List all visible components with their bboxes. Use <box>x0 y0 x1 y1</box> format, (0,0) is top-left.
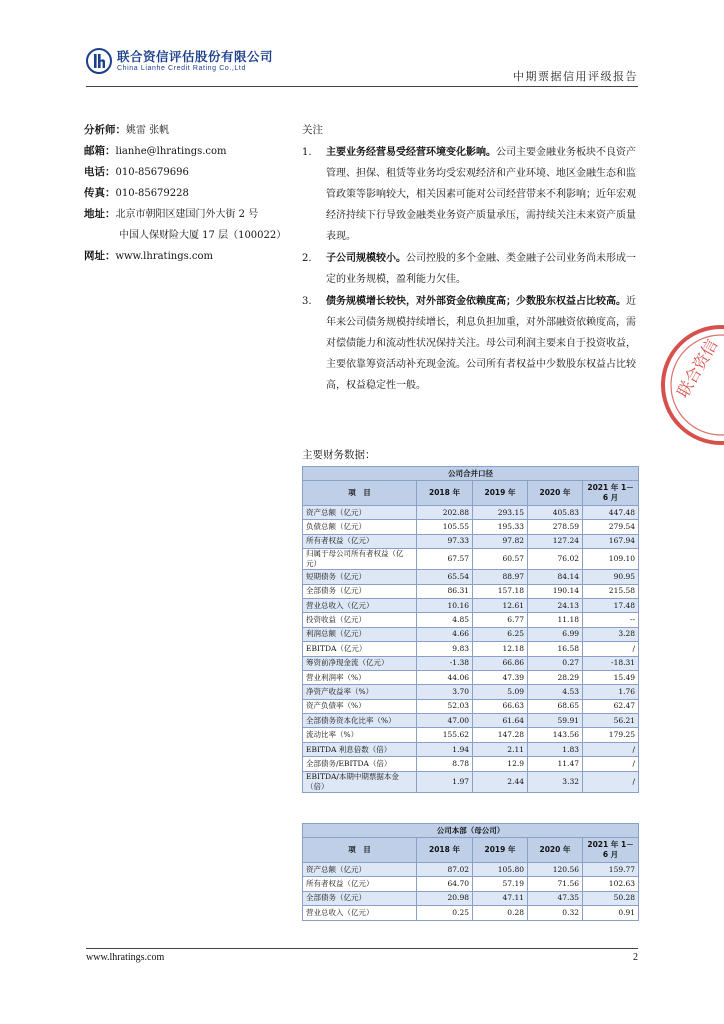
value-cell: 159.77 <box>583 863 639 877</box>
column-header: 项 目 <box>303 481 417 506</box>
value-cell: 56.21 <box>583 714 639 728</box>
table-row <box>303 685 639 699</box>
value-cell: -18.31 <box>583 656 639 670</box>
value-cell: 12.9 <box>473 757 528 771</box>
value-cell: 12.18 <box>473 642 528 656</box>
table-row <box>303 699 639 713</box>
row-label-cell: EBITDA/本期中期票据本金（倍） <box>303 771 417 792</box>
website-line <box>84 246 294 267</box>
concern-item <box>302 248 638 290</box>
page-footer <box>86 948 638 963</box>
concern-body: 公司控股的多个金融、类金融子公司业务尚未形成一定的业务规模，盈利能力欠佳。 <box>326 253 636 285</box>
column-header: 2021 年 1－6 月 <box>583 838 639 863</box>
row-label-cell: 所有者权益（亿元） <box>303 534 417 548</box>
value-cell: 50.28 <box>583 891 639 905</box>
footer-website[interactable]: www.lhratings.com <box>86 952 165 963</box>
value-cell: 65.54 <box>417 570 473 584</box>
value-cell: 28.29 <box>528 670 583 684</box>
value-cell: 155.62 <box>417 728 473 742</box>
value-cell: 88.97 <box>473 570 528 584</box>
value-cell: 15.49 <box>583 670 639 684</box>
column-header: 2020 年 <box>528 838 583 863</box>
row-label-cell: 投资收益（亿元） <box>303 613 417 627</box>
value-cell: 47.11 <box>473 891 528 905</box>
column-header: 2019 年 <box>473 481 528 506</box>
value-cell: 6.25 <box>473 627 528 641</box>
concern-headline: 子公司规模较小。 <box>326 253 406 264</box>
value-cell: 62.47 <box>583 699 639 713</box>
lianhe-logo-icon <box>86 48 112 74</box>
value-cell: 190.14 <box>528 584 583 598</box>
concern-number: 1. <box>302 147 312 158</box>
value-cell: 11.18 <box>528 613 583 627</box>
phone-value: 010-85679696 <box>115 167 189 178</box>
value-cell: 6.99 <box>528 627 583 641</box>
row-label-cell: 利润总额（亿元） <box>303 627 417 641</box>
value-cell: 0.28 <box>473 906 528 920</box>
address-label: 地址： <box>84 208 116 220</box>
value-cell: 202.88 <box>417 506 473 520</box>
value-cell: 20.98 <box>417 891 473 905</box>
value-cell: 293.15 <box>473 506 528 520</box>
table-row <box>303 891 639 905</box>
value-cell: 97.82 <box>473 534 528 548</box>
concern-headline: 主要业务经营易受经营环境变化影响。 <box>326 147 496 158</box>
value-cell: 97.33 <box>417 534 473 548</box>
value-cell: 10.16 <box>417 598 473 612</box>
row-label-cell: 资产总额（亿元） <box>303 863 417 877</box>
value-cell: 109.10 <box>583 549 639 570</box>
value-cell: 16.58 <box>528 642 583 656</box>
value-cell: 76.02 <box>528 549 583 570</box>
value-cell: 66.86 <box>473 656 528 670</box>
value-cell: 1.94 <box>417 742 473 756</box>
row-label-cell: 资产总额（亿元） <box>303 506 417 520</box>
email-value[interactable]: lianhe@lhratings.com <box>115 146 227 157</box>
value-cell: 102.63 <box>583 877 639 891</box>
financials-title: 主要财务数据： <box>302 449 376 461</box>
value-cell: 6.77 <box>473 613 528 627</box>
value-cell: 11.47 <box>528 757 583 771</box>
value-cell: 279.54 <box>583 520 639 534</box>
company-seal-icon <box>656 320 724 450</box>
value-cell: 68.65 <box>528 699 583 713</box>
table-row <box>303 570 639 584</box>
table-row <box>303 627 639 641</box>
value-cell: 24.13 <box>528 598 583 612</box>
value-cell: 47.35 <box>528 891 583 905</box>
website-label: 网址： <box>84 250 116 262</box>
contact-info <box>84 120 294 267</box>
row-label-cell: 全部债务（亿元） <box>303 584 417 598</box>
value-cell: 179.25 <box>583 728 639 742</box>
value-cell: 1.76 <box>583 685 639 699</box>
table-caption: 公司本部（母公司） <box>303 824 639 838</box>
value-cell: 2.11 <box>473 742 528 756</box>
row-label-cell: 筹资前净现金流（亿元） <box>303 656 417 670</box>
row-label-cell: EBITDA 利息倍数（倍） <box>303 742 417 756</box>
column-header: 2018 年 <box>417 838 473 863</box>
svg-text:联合资信: 联合资信 <box>673 335 722 401</box>
row-label-cell: 营业总收入（亿元） <box>303 906 417 920</box>
value-cell: 47.00 <box>417 714 473 728</box>
company-name-cn: 联合资信评估股份有限公司 <box>117 48 274 64</box>
concern-number: 2. <box>302 253 312 264</box>
table-row <box>303 584 639 598</box>
value-cell: 86.31 <box>417 584 473 598</box>
value-cell: 60.57 <box>473 549 528 570</box>
value-cell: / <box>583 642 639 656</box>
address-value-line2: 中国人保财险大厦 17 层（100022） <box>119 230 287 241</box>
table-caption: 公司合并口径 <box>303 467 639 481</box>
value-cell: 105.55 <box>417 520 473 534</box>
table-row <box>303 656 639 670</box>
consolidated-financials-table <box>302 466 639 793</box>
value-cell: 2.44 <box>473 771 528 792</box>
phone-line <box>84 162 294 183</box>
value-cell: 9.83 <box>417 642 473 656</box>
concern-headline: 债务规模增长较快，对外部资金依赖度高；少数股东权益占比较高。 <box>326 296 626 307</box>
value-cell: 17.48 <box>583 598 639 612</box>
value-cell: 105.80 <box>473 863 528 877</box>
value-cell: / <box>583 757 639 771</box>
concern-item <box>302 291 638 396</box>
value-cell: 127.24 <box>528 534 583 548</box>
value-cell: 3.28 <box>583 627 639 641</box>
value-cell: / <box>583 771 639 792</box>
value-cell: 0.32 <box>528 906 583 920</box>
table-row <box>303 534 639 548</box>
value-cell: 147.28 <box>473 728 528 742</box>
value-cell: 447.48 <box>583 506 639 520</box>
report-title: 中期票据信用评级报告 <box>513 70 638 83</box>
column-header: 2021 年 1－6 月 <box>583 481 639 506</box>
value-cell: 8.78 <box>417 757 473 771</box>
value-cell: 84.14 <box>528 570 583 584</box>
concern-body: 公司主要金融业务板块不良资产管理、担保、租赁等业务均受宏观经济和产业环境、地区金融生态和监管政策等影响较大，相关因素可能对公司经营带来不利影响；近年宏观经济持续下行导致金融类业务资产质量承压，需持续关注未来资产质量表现。 <box>326 147 636 242</box>
fax-label: 传真： <box>84 187 116 199</box>
value-cell: 405.83 <box>528 506 583 520</box>
value-cell: 66.63 <box>473 699 528 713</box>
table-row <box>303 863 639 877</box>
table-row <box>303 520 639 534</box>
value-cell: 5.09 <box>473 685 528 699</box>
row-label-cell: 全部债务资本化比率（%） <box>303 714 417 728</box>
row-label-cell: 负债总额（亿元） <box>303 520 417 534</box>
value-cell: 195.33 <box>473 520 528 534</box>
value-cell: 47.39 <box>473 670 528 684</box>
table-row <box>303 598 639 612</box>
row-label-cell: 流动比率（%） <box>303 728 417 742</box>
value-cell: 44.06 <box>417 670 473 684</box>
concern-text <box>326 291 638 396</box>
column-header: 项 目 <box>303 838 417 863</box>
row-label-cell: EBITDA（亿元） <box>303 642 417 656</box>
value-cell: 61.64 <box>473 714 528 728</box>
page-header <box>86 46 638 87</box>
concern-item <box>302 142 638 247</box>
table-row <box>303 642 639 656</box>
value-cell: 67.57 <box>417 549 473 570</box>
value-cell: 4.66 <box>417 627 473 641</box>
table-row <box>303 742 639 756</box>
value-cell: 12.61 <box>473 598 528 612</box>
table-row <box>303 506 639 520</box>
table-row <box>303 771 639 792</box>
email-line <box>84 141 294 162</box>
parent-company-financials-table <box>302 823 639 921</box>
row-label-cell: 所有者权益（亿元） <box>303 877 417 891</box>
concern-text <box>326 142 638 247</box>
value-cell: 87.02 <box>417 863 473 877</box>
value-cell: 0.91 <box>583 906 639 920</box>
table-row <box>303 714 639 728</box>
email-label: 邮箱： <box>84 145 116 157</box>
value-cell: 278.59 <box>528 520 583 534</box>
value-cell: 3.70 <box>417 685 473 699</box>
value-cell: 4.53 <box>528 685 583 699</box>
value-cell: 167.94 <box>583 534 639 548</box>
value-cell: 215.58 <box>583 584 639 598</box>
concern-body: 近年来公司债务规模持续增长，利息负担加重，对外部融资依赖度高，需对偿债能力和流动性状况保持关注。母公司利润主要来自于投资收益，主要依靠筹资活动补充现金流。公司所有者权益中少数股东权益占比较高，权益稳定性一般。 <box>326 296 636 391</box>
row-label-cell: 净资产收益率（%） <box>303 685 417 699</box>
value-cell: -- <box>583 613 639 627</box>
value-cell: 57.19 <box>473 877 528 891</box>
value-cell: 1.97 <box>417 771 473 792</box>
row-label-cell: 全部债务（亿元） <box>303 891 417 905</box>
value-cell: 143.56 <box>528 728 583 742</box>
address-line <box>84 204 294 225</box>
column-header: 2019 年 <box>473 838 528 863</box>
concern-number: 3. <box>302 296 312 307</box>
value-cell: 120.56 <box>528 863 583 877</box>
phone-label: 电话： <box>84 166 116 178</box>
table-row <box>303 670 639 684</box>
table-row <box>303 613 639 627</box>
website-value[interactable]: www.lhratings.com <box>115 251 214 262</box>
row-label-cell: 营业利润率（%） <box>303 670 417 684</box>
row-label-cell: 营业总收入（亿元） <box>303 598 417 612</box>
value-cell: 59.91 <box>528 714 583 728</box>
fax-line <box>84 183 294 204</box>
table-row <box>303 549 639 570</box>
value-cell: 0.25 <box>417 906 473 920</box>
value-cell: / <box>583 742 639 756</box>
value-cell: 90.95 <box>583 570 639 584</box>
company-name-en: China Lianhe Credit Rating Co.,Ltd <box>117 64 246 72</box>
row-label-cell: 短期债务（亿元） <box>303 570 417 584</box>
column-header: 2018 年 <box>417 481 473 506</box>
value-cell: 64.70 <box>417 877 473 891</box>
table-row <box>303 877 639 891</box>
value-cell: 4.85 <box>417 613 473 627</box>
value-cell: 52.03 <box>417 699 473 713</box>
concern-text <box>326 248 638 290</box>
value-cell: 1.83 <box>528 742 583 756</box>
value-cell: 157.18 <box>473 584 528 598</box>
page-number: 2 <box>633 952 638 963</box>
row-label-cell: 全部债务/EBITDA（倍） <box>303 757 417 771</box>
company-logo <box>86 48 273 74</box>
analyst-line <box>84 120 294 141</box>
address-value-line1: 北京市朝阳区建国门外大街 2 号 <box>115 209 259 220</box>
analyst-names: 姚雷 张帆 <box>126 125 170 136</box>
value-cell: 3.32 <box>528 771 583 792</box>
column-header: 2020 年 <box>528 481 583 506</box>
value-cell: 71.56 <box>528 877 583 891</box>
table-row <box>303 728 639 742</box>
analyst-label: 分析师： <box>84 124 126 136</box>
fax-value: 010-85679228 <box>115 188 189 199</box>
table-row <box>303 906 639 920</box>
table-row <box>303 757 639 771</box>
concerns-section <box>302 120 638 396</box>
value-cell: 0.27 <box>528 656 583 670</box>
concerns-title: 关注 <box>302 124 323 136</box>
row-label-cell: 资产负债率（%） <box>303 699 417 713</box>
row-label-cell: 归属于母公司所有者权益（亿元） <box>303 549 417 570</box>
value-cell: -1.38 <box>417 656 473 670</box>
